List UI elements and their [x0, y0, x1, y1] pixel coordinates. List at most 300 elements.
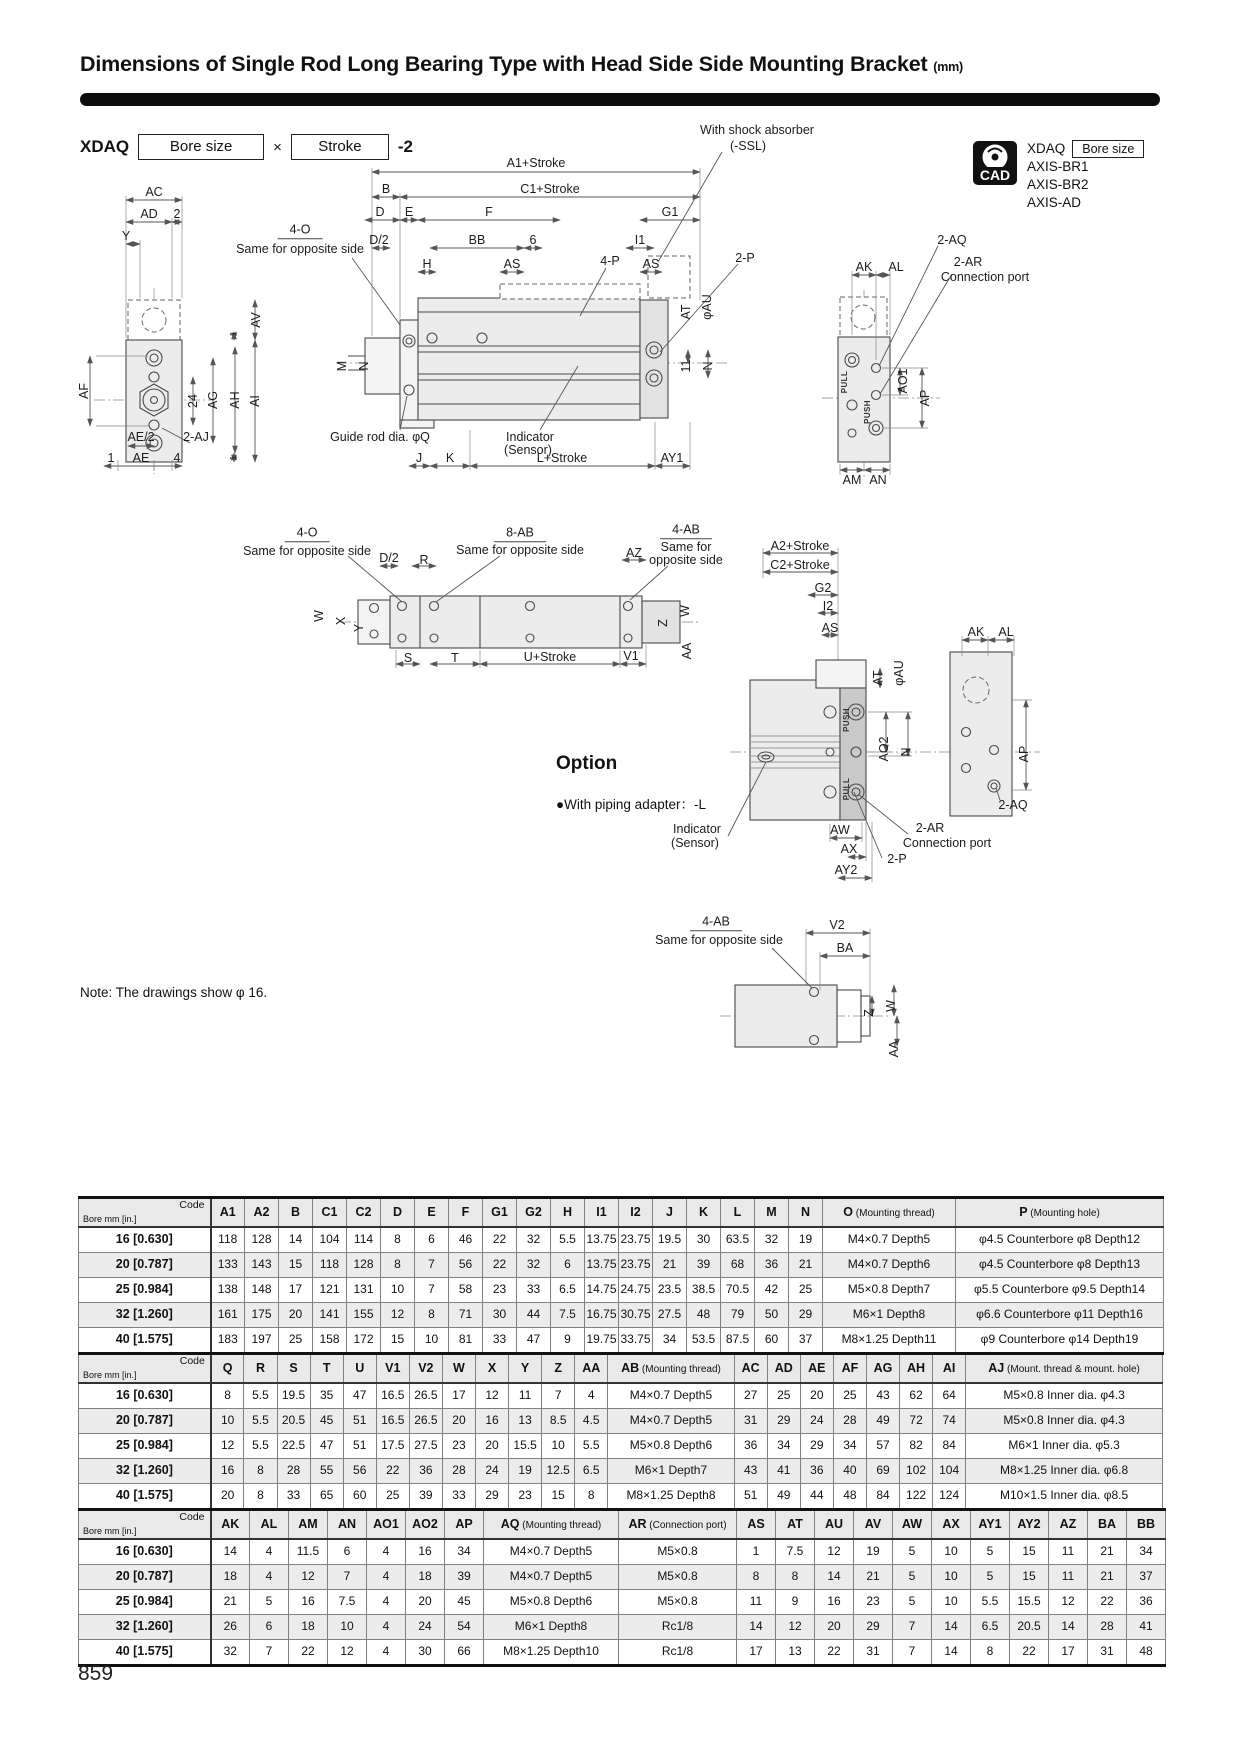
- dimension-value-cell: M5×0.8: [619, 1565, 737, 1590]
- dimension-value-cell: 10: [211, 1409, 244, 1434]
- dim-label: AK: [967, 624, 985, 639]
- dimension-value-cell: 124: [933, 1484, 966, 1510]
- dimension-value-cell: 122: [900, 1484, 933, 1510]
- dimension-value-cell: 22: [483, 1253, 517, 1278]
- dimension-value-cell: 25: [789, 1278, 823, 1303]
- bore-size-cell: 16 [0.630]: [79, 1227, 211, 1253]
- column-header: E: [415, 1198, 449, 1228]
- column-header: AY2: [1010, 1510, 1049, 1540]
- dim-label: AX: [840, 841, 858, 856]
- dimension-value-cell: 24: [406, 1615, 445, 1640]
- dim-label: C1+Stroke: [520, 181, 580, 196]
- dimension-value-cell: 19.5: [653, 1227, 687, 1253]
- dimension-value-cell: 24: [475, 1459, 508, 1484]
- table-row: [79, 1328, 1164, 1354]
- dimension-value-cell: 138: [211, 1278, 245, 1303]
- table-row: [79, 1434, 1163, 1459]
- dim-label: BB: [468, 232, 486, 247]
- table-row: [79, 1253, 1164, 1278]
- dim-label: BA: [836, 940, 854, 955]
- dim-label: Y: [121, 228, 131, 243]
- dimension-value-cell: 16: [289, 1590, 328, 1615]
- dimension-value-cell: 20: [211, 1484, 244, 1510]
- dimension-value-cell: 20: [815, 1615, 854, 1640]
- dimension-value-cell: 41: [767, 1459, 800, 1484]
- dim-label: N: [356, 361, 371, 371]
- dim-label: AC: [145, 184, 163, 199]
- bore-size-cell: 16 [0.630]: [79, 1539, 211, 1565]
- dim-label: X: [333, 616, 348, 626]
- dim-label: AT: [678, 304, 693, 320]
- column-header: AG: [866, 1354, 899, 1384]
- dim-label: W: [677, 605, 692, 617]
- dim-label: AE: [132, 450, 150, 465]
- dim-label: W: [311, 610, 326, 622]
- dim-label: F: [485, 204, 493, 219]
- dimension-value-cell: 19.75: [585, 1328, 619, 1354]
- dimension-value-cell: 66: [445, 1640, 484, 1666]
- dimension-value-cell: 8.5: [542, 1409, 575, 1434]
- dimension-value-cell: 9: [551, 1328, 585, 1354]
- dimension-value-cell: 20: [279, 1303, 313, 1328]
- dimension-value-cell: 24: [800, 1409, 833, 1434]
- bore-size-cell: 40 [1.575]: [79, 1328, 211, 1354]
- column-header: J: [653, 1198, 687, 1228]
- bore-size-cell: 32 [1.260]: [79, 1459, 211, 1484]
- dimension-value-cell: 143: [245, 1253, 279, 1278]
- dimension-value-cell: 21: [854, 1565, 893, 1590]
- dimension-value-cell: M6×1 Inner dia. φ5.3: [966, 1434, 1163, 1459]
- dim-label: N: [898, 747, 913, 757]
- dimension-value-cell: 23.75: [619, 1227, 653, 1253]
- dim-label: AK: [855, 259, 873, 274]
- dimension-value-cell: 13: [509, 1409, 542, 1434]
- dim-label: 2-P: [735, 250, 755, 265]
- dim-label: 8-AB: [494, 526, 546, 542]
- dimension-value-cell: 13: [776, 1640, 815, 1666]
- dim-label: K: [445, 450, 455, 465]
- column-header: M: [755, 1198, 789, 1228]
- dimension-value-cell: M4×0.7 Depth6: [823, 1253, 956, 1278]
- column-header: AN: [328, 1510, 367, 1540]
- dimension-value-cell: 8: [244, 1484, 277, 1510]
- dim-label: AD: [140, 206, 158, 221]
- dimension-value-cell: M8×1.25 Depth10: [484, 1640, 619, 1666]
- dimension-value-cell: 7: [893, 1640, 932, 1666]
- dimension-value-cell: 4: [250, 1539, 289, 1565]
- dimension-value-cell: 16.5: [376, 1383, 409, 1409]
- dimension-value-cell: 25: [833, 1383, 866, 1409]
- dim-label: Same for: [660, 539, 712, 554]
- dimension-value-cell: 33: [483, 1328, 517, 1354]
- dimension-value-cell: 17: [279, 1278, 313, 1303]
- dimension-value-cell: 5: [893, 1565, 932, 1590]
- dimension-value-cell: 30: [687, 1227, 721, 1253]
- dimension-value-cell: 37: [789, 1328, 823, 1354]
- dim-label: PUSH: [842, 708, 851, 732]
- dim-label: 1: [228, 331, 240, 337]
- dimension-value-cell: 44: [800, 1484, 833, 1510]
- dim-label: AG: [205, 390, 220, 410]
- dimension-value-cell: 34: [833, 1434, 866, 1459]
- dimension-value-cell: 29: [800, 1434, 833, 1459]
- stroke-box: Stroke: [291, 134, 389, 160]
- dim-label: 4-P: [600, 253, 620, 268]
- dimension-value-cell: 20: [406, 1590, 445, 1615]
- dimension-value-cell: 14: [737, 1615, 776, 1640]
- column-header: A2: [245, 1198, 279, 1228]
- dimension-value-cell: 30: [406, 1640, 445, 1666]
- column-header: F: [449, 1198, 483, 1228]
- dimension-value-cell: 33.75: [619, 1328, 653, 1354]
- dimension-value-cell: 23: [854, 1590, 893, 1615]
- dimension-value-cell: M5×0.8 Depth6: [608, 1434, 734, 1459]
- dimension-value-cell: 36: [800, 1459, 833, 1484]
- dimension-value-cell: 30.75: [619, 1303, 653, 1328]
- dimension-value-cell: 6.5: [575, 1459, 608, 1484]
- table-row: [79, 1565, 1166, 1590]
- dim-label: H: [422, 256, 432, 271]
- dimension-value-cell: 16: [211, 1459, 244, 1484]
- column-header: AX: [932, 1510, 971, 1540]
- dimension-value-cell: 12.5: [542, 1459, 575, 1484]
- column-header: AA: [575, 1354, 608, 1384]
- dimension-value-cell: M5×0.8 Inner dia. φ4.3: [966, 1383, 1163, 1409]
- page-title-text: Dimensions of Single Rod Long Bearing Type with Head Side Side Mounting Bracket: [80, 52, 928, 76]
- column-header: AV: [854, 1510, 893, 1540]
- multiply-sign: ×: [273, 138, 282, 156]
- dimension-value-cell: 72: [900, 1409, 933, 1434]
- cad-line-4: AXIS-AD: [1027, 195, 1082, 210]
- dimension-value-cell: 14: [932, 1640, 971, 1666]
- table-row: [79, 1590, 1166, 1615]
- dimension-value-cell: 13.75: [585, 1227, 619, 1253]
- dimension-value-cell: 22: [1088, 1590, 1127, 1615]
- dimension-value-cell: 32: [755, 1227, 789, 1253]
- column-header: L: [721, 1198, 755, 1228]
- dimension-value-cell: 57: [866, 1434, 899, 1459]
- dimension-value-cell: 27.5: [409, 1434, 442, 1459]
- dimension-value-cell: M6×1 Depth8: [823, 1303, 956, 1328]
- dimension-value-cell: 14.75: [585, 1278, 619, 1303]
- dimension-value-cell: M4×0.7 Depth5: [608, 1383, 734, 1409]
- dimension-value-cell: 118: [313, 1253, 347, 1278]
- dimension-value-cell: 84: [866, 1484, 899, 1510]
- dimension-value-cell: 44: [517, 1303, 551, 1328]
- dim-label: 4-AB: [660, 523, 712, 539]
- dimension-value-cell: M5×0.8 Depth6: [484, 1590, 619, 1615]
- dimension-value-cell: 12: [211, 1434, 244, 1459]
- dim-label: AI: [247, 395, 262, 407]
- dim-label: AL: [998, 624, 1014, 639]
- dimension-value-cell: 55: [310, 1459, 343, 1484]
- table-row: [79, 1227, 1164, 1253]
- dimension-value-cell: 10: [932, 1539, 971, 1565]
- bore-size-cell: 16 [0.630]: [79, 1383, 211, 1409]
- dimension-value-cell: 6: [250, 1615, 289, 1640]
- dim-label: (Sensor): [504, 442, 552, 457]
- dimension-value-cell: 42: [755, 1278, 789, 1303]
- dim-label: 2-AQ: [998, 797, 1028, 812]
- dim-label: AV: [248, 312, 263, 328]
- bore-size-cell: 20 [0.787]: [79, 1409, 211, 1434]
- dimension-value-cell: 23: [509, 1484, 542, 1510]
- dimension-value-cell: 45: [310, 1409, 343, 1434]
- dim-label: G1: [661, 204, 679, 219]
- table-row: [79, 1303, 1164, 1328]
- dimension-value-cell: 4.5: [575, 1409, 608, 1434]
- dimension-value-cell: 104: [313, 1227, 347, 1253]
- dimension-value-cell: 20.5: [277, 1409, 310, 1434]
- dimension-value-cell: 15.5: [509, 1434, 542, 1459]
- dimension-value-cell: 128: [347, 1253, 381, 1278]
- dimension-value-cell: 4: [367, 1539, 406, 1565]
- dimension-value-cell: 155: [347, 1303, 381, 1328]
- table-corner-cell: Code Bore mm [in.]: [79, 1198, 211, 1228]
- table-row: [79, 1484, 1163, 1510]
- dimension-value-cell: 7: [328, 1565, 367, 1590]
- dimension-value-cell: 23.75: [619, 1253, 653, 1278]
- dimension-value-cell: 27: [734, 1383, 767, 1409]
- page-number: 859: [78, 1662, 114, 1685]
- column-header: AK: [211, 1510, 250, 1540]
- dimension-value-cell: 6.5: [971, 1615, 1010, 1640]
- dimension-value-cell: 10: [328, 1615, 367, 1640]
- bore-size-cell: 32 [1.260]: [79, 1615, 211, 1640]
- column-header: AZ: [1049, 1510, 1088, 1540]
- dimension-value-cell: 4: [367, 1640, 406, 1666]
- dim-label: AS: [503, 256, 521, 271]
- cad-bore-size-box: Bore size: [1072, 140, 1144, 158]
- dim-label: 4-O: [285, 526, 330, 542]
- dimension-value-cell: 8: [415, 1303, 449, 1328]
- dimension-value-cell: 10: [932, 1590, 971, 1615]
- column-header: Z: [542, 1354, 575, 1384]
- dimension-value-cell: 28: [1088, 1615, 1127, 1640]
- dim-label: E: [404, 204, 414, 219]
- dim-label: φAU: [699, 294, 714, 320]
- column-header: I1: [585, 1198, 619, 1228]
- dimension-value-cell: 70.5: [721, 1278, 755, 1303]
- dimension-value-cell: M6×1 Depth8: [484, 1615, 619, 1640]
- dimension-value-cell: 36: [409, 1459, 442, 1484]
- column-header: G1: [483, 1198, 517, 1228]
- dimension-value-cell: 25: [767, 1383, 800, 1409]
- dimension-value-cell: 84: [933, 1434, 966, 1459]
- dimension-value-cell: 22: [815, 1640, 854, 1666]
- dimension-value-cell: 23: [483, 1278, 517, 1303]
- dimension-value-cell: 8: [244, 1459, 277, 1484]
- table-row: [79, 1539, 1166, 1565]
- dimension-value-cell: 21: [789, 1253, 823, 1278]
- dim-label: 4-AB: [690, 915, 742, 931]
- dim-label: Z: [655, 619, 670, 627]
- dimension-value-cell: 34: [653, 1328, 687, 1354]
- dim-label: Guide rod dia. φQ: [330, 429, 430, 444]
- dimension-value-cell: M5×0.8 Depth7: [823, 1278, 956, 1303]
- cad-line1-prefix: XDAQ: [1027, 141, 1066, 156]
- column-header: N: [789, 1198, 823, 1228]
- bore-size-cell: 25 [0.984]: [79, 1434, 211, 1459]
- dimension-value-cell: 1: [737, 1539, 776, 1565]
- column-header: AU: [815, 1510, 854, 1540]
- dimension-value-cell: 6.5: [551, 1278, 585, 1303]
- column-header: AO1: [367, 1510, 406, 1540]
- dimension-value-cell: 14: [1049, 1615, 1088, 1640]
- dimension-value-cell: 49: [767, 1484, 800, 1510]
- dimension-value-cell: 33: [517, 1278, 551, 1303]
- dimension-value-cell: 13.75: [585, 1253, 619, 1278]
- dimension-value-cell: 48: [687, 1303, 721, 1328]
- dimension-value-cell: 28: [833, 1409, 866, 1434]
- bore-size-box: Bore size: [138, 134, 264, 160]
- dimension-value-cell: 53.5: [687, 1328, 721, 1354]
- svg-text:CAD: CAD: [979, 167, 1011, 183]
- dim-label: Indicator: [673, 821, 721, 836]
- dimension-value-cell: 12: [1049, 1590, 1088, 1615]
- dim-label: AA: [679, 642, 694, 660]
- dim-label: With shock absorber: [700, 122, 814, 137]
- dimension-value-cell: 62: [900, 1383, 933, 1409]
- bore-size-cell: 25 [0.984]: [79, 1590, 211, 1615]
- dimension-value-cell: 5.5: [575, 1434, 608, 1459]
- dimension-value-cell: 15: [1010, 1565, 1049, 1590]
- dimension-value-cell: 7: [415, 1278, 449, 1303]
- dimension-value-cell: 71: [449, 1303, 483, 1328]
- dimension-value-cell: 31: [854, 1640, 893, 1666]
- column-header: C1: [313, 1198, 347, 1228]
- dimension-value-cell: 16.75: [585, 1303, 619, 1328]
- dimension-value-cell: 63.5: [721, 1227, 755, 1253]
- dimension-value-cell: 6: [551, 1253, 585, 1278]
- dimension-value-cell: M4×0.7 Depth5: [823, 1227, 956, 1253]
- dimension-value-cell: 22: [483, 1227, 517, 1253]
- dimension-table: [78, 1352, 1163, 1511]
- dim-label: S: [403, 650, 413, 665]
- column-header: Q: [211, 1354, 244, 1384]
- column-header: AR (Connection port): [619, 1510, 737, 1540]
- dimension-value-cell: 10: [932, 1565, 971, 1590]
- dimension-value-cell: 7: [893, 1615, 932, 1640]
- dimension-value-cell: 5: [971, 1565, 1010, 1590]
- dim-label: AY2: [834, 862, 858, 877]
- dimension-value-cell: 28: [442, 1459, 475, 1484]
- bore-size-cell: 32 [1.260]: [79, 1303, 211, 1328]
- column-header: C2: [347, 1198, 381, 1228]
- dimension-value-cell: φ9 Counterbore φ14 Depth19: [956, 1328, 1164, 1354]
- column-header: K: [687, 1198, 721, 1228]
- dimension-value-cell: 5.5: [244, 1409, 277, 1434]
- dimension-value-cell: 17.5: [376, 1434, 409, 1459]
- dimension-value-cell: 16: [815, 1590, 854, 1615]
- column-header: AD: [767, 1354, 800, 1384]
- dimension-value-cell: M8×1.25 Inner dia. φ6.8: [966, 1459, 1163, 1484]
- table-row: [79, 1640, 1166, 1666]
- dimension-value-cell: 21: [1088, 1565, 1127, 1590]
- dim-label: J: [415, 450, 423, 465]
- dimension-value-cell: 22.5: [277, 1434, 310, 1459]
- dimension-value-cell: Rc1/8: [619, 1615, 737, 1640]
- dim-label: W: [883, 1000, 898, 1012]
- dimension-value-cell: M8×1.25 Depth8: [608, 1484, 734, 1510]
- dim-label: Connection port: [940, 269, 1030, 284]
- dim-label: B: [381, 181, 391, 196]
- dimension-value-cell: 32: [517, 1227, 551, 1253]
- column-header: AI: [933, 1354, 966, 1384]
- dim-label: AE/2: [127, 429, 155, 444]
- dimension-value-cell: 12: [328, 1640, 367, 1666]
- table-corner-cell: Code Bore mm [in.]: [79, 1354, 211, 1384]
- dim-label: AN: [869, 472, 887, 487]
- dimension-value-cell: 30: [483, 1303, 517, 1328]
- dimension-value-cell: 128: [245, 1227, 279, 1253]
- dim-label: 24: [185, 394, 200, 408]
- dimension-value-cell: 47: [343, 1383, 376, 1409]
- option-piping-adapter-item: ●With piping adapter：-L: [556, 797, 706, 812]
- dimension-value-cell: Rc1/8: [619, 1640, 737, 1666]
- dimension-value-cell: 18: [289, 1615, 328, 1640]
- column-header: AT: [776, 1510, 815, 1540]
- dimension-value-cell: 10: [542, 1434, 575, 1459]
- column-header: AL: [250, 1510, 289, 1540]
- dimension-value-cell: 15: [1010, 1539, 1049, 1565]
- dimension-value-cell: 9: [776, 1590, 815, 1615]
- column-header: D: [381, 1198, 415, 1228]
- column-header: BB: [1127, 1510, 1166, 1540]
- dimension-value-cell: 29: [767, 1409, 800, 1434]
- column-header: AW: [893, 1510, 932, 1540]
- dimension-value-cell: 5.5: [971, 1590, 1010, 1615]
- column-header: AE: [800, 1354, 833, 1384]
- column-header: P (Mounting hole): [956, 1198, 1164, 1228]
- bore-size-cell: 40 [1.575]: [79, 1640, 211, 1666]
- dimension-value-cell: 39: [409, 1484, 442, 1510]
- dimension-value-cell: 102: [900, 1459, 933, 1484]
- dim-label: I2: [822, 598, 834, 613]
- dimension-value-cell: 19.5: [277, 1383, 310, 1409]
- dim-label: 4: [173, 450, 181, 465]
- dimension-value-cell: 18: [406, 1565, 445, 1590]
- dim-label: 2-AR: [953, 254, 983, 269]
- dimension-value-cell: 8: [737, 1565, 776, 1590]
- dimension-value-cell: 11: [1049, 1565, 1088, 1590]
- dimension-value-cell: 20: [442, 1409, 475, 1434]
- dimension-value-cell: 148: [245, 1278, 279, 1303]
- dimension-value-cell: 7.5: [328, 1590, 367, 1615]
- dimension-value-cell: 56: [449, 1253, 483, 1278]
- dimension-value-cell: 8: [971, 1640, 1010, 1666]
- column-header: G2: [517, 1198, 551, 1228]
- dimension-value-cell: 11: [509, 1383, 542, 1409]
- dimension-value-cell: 158: [313, 1328, 347, 1354]
- dimension-value-cell: 21: [1088, 1539, 1127, 1565]
- dimension-value-cell: 25: [279, 1328, 313, 1354]
- dimension-value-cell: 21: [653, 1253, 687, 1278]
- dimension-value-cell: 20: [800, 1383, 833, 1409]
- dimension-value-cell: M5×0.8: [619, 1590, 737, 1615]
- dim-label: AP: [917, 389, 932, 407]
- dimension-table-3: [78, 1508, 1163, 1667]
- dim-label: AO1: [895, 368, 910, 394]
- dim-label: PUSH: [863, 400, 872, 424]
- dim-label: AA: [886, 1040, 901, 1058]
- dim-label: M: [334, 360, 349, 372]
- column-header: I2: [619, 1198, 653, 1228]
- dimension-value-cell: 15: [381, 1328, 415, 1354]
- dimension-table: [78, 1508, 1166, 1667]
- dimension-value-cell: 172: [347, 1328, 381, 1354]
- dimension-value-cell: 7: [415, 1253, 449, 1278]
